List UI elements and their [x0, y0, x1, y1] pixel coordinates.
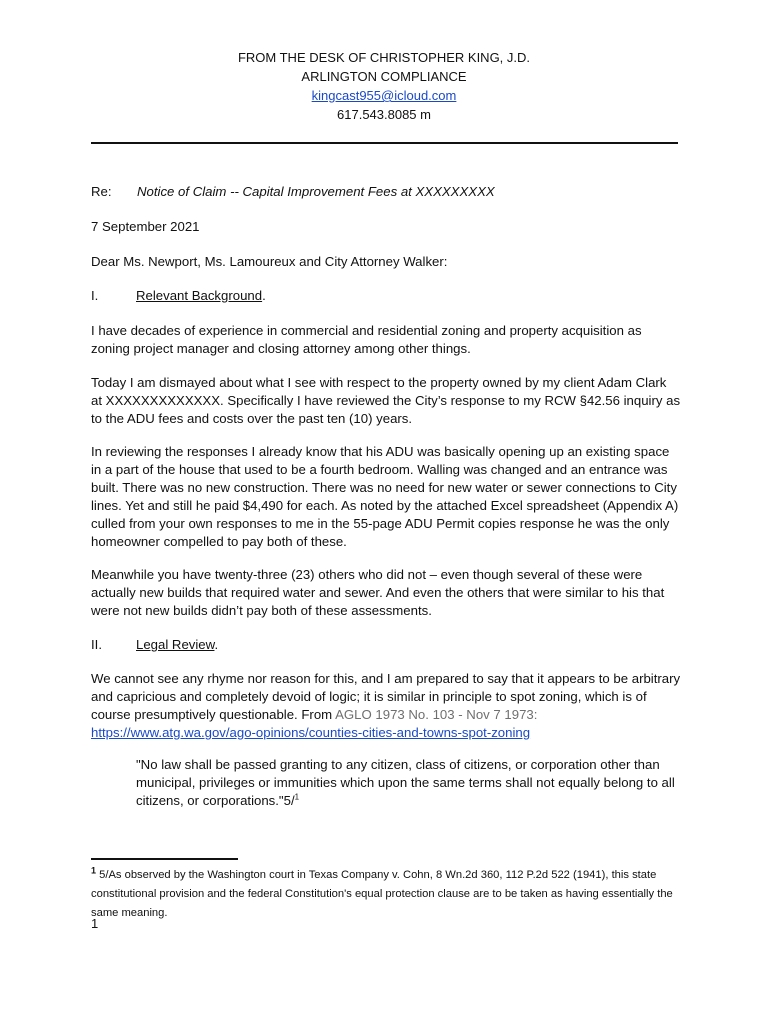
- paragraph-text: We cannot see any rhyme nor reason for this, and I am prepared to say that it appears to be arbitrary and capricious and completely devoid of logic; it is similar in principle to spot zoning, which is of course presumptively questionable. From: [91, 671, 681, 722]
- paragraph-others: Meanwhile you have twenty-three (23) others who did not – even though several of these were actually new builds that required water and sewer. And even the others that were similar to his that were not new builds didn’t pay both of these assessments.: [91, 567, 665, 618]
- section-number: I.: [91, 288, 99, 303]
- footnote: [91, 866, 681, 923]
- paragraph-legal-review: [91, 670, 681, 742]
- block-quote: [136, 756, 676, 810]
- paragraph-property: Today I am dismayed about what I see with respect to the property owned by my client Adam Clark at XXXXXXXXXXXXX. Specifically I have reviewed the City’s response to my RCW §42.56 inquiry as to the ADU fees and costs over the past ten (10) years.: [91, 375, 681, 426]
- footnote-reference[interactable]: 1: [294, 792, 300, 802]
- footnote-text: 5/As observed by the Washington court in Texas Company v. Cohn, 8 Wn.2d 360, 112 P.2d 522 (1941), this state constitutional provision and the federal Constitution's equal protection clause are to be taken as having essentially the same meaning.: [91, 869, 673, 919]
- email-link[interactable]: kingcast955@icloud.com: [311, 88, 457, 103]
- footnote-marker: 1: [91, 865, 97, 876]
- letterhead-company: ARLINGTON COMPLIANCE: [301, 69, 467, 84]
- re-label: Re:: [91, 184, 112, 199]
- page-number: 1: [91, 916, 99, 931]
- footnote-divider: [91, 858, 238, 860]
- paragraph-adu-review: In reviewing the responses I already know that his ADU was basically opening up an existing space in a part of the house that used to be a fourth bedroom. Walling was changed and an entrance was built. There was no new construction. There was no need for new water or sewer connections to City lines. Yet and still he paid $4,490 for each. As noted by the attached Excel spreadsheet (Appendix A) culled from your own responses to me in the 55-page ADU Permit copies response he was the only homeowner compelled to pay both of these.: [91, 444, 679, 549]
- section-heading-legal: II. Legal Review.: [91, 637, 219, 652]
- paragraph-experience: I have decades of experience in commercial and residential zoning and property acquisition as zoning project manager and closing attorney among other things.: [91, 323, 642, 356]
- letterhead-phone: 617.543.8085 m: [337, 107, 431, 122]
- re-subject: Notice of Claim -- Capital Improvement Fees at XXXXXXXXX: [137, 184, 495, 199]
- header-divider: [91, 142, 678, 144]
- letterhead-name: FROM THE DESK OF CHRISTOPHER KING, J.D.: [237, 50, 531, 65]
- ag-opinion-link[interactable]: https://www.atg.wa.gov/ago-opinions/counties-cities-and-towns-spot-zoning: [91, 725, 531, 740]
- citation-text: AGLO 1973 No. 103 - Nov 7 1973:: [335, 707, 538, 722]
- letterhead: [0, 48, 768, 124]
- quote-text: "No law shall be passed granting to any citizen, class of citizens, or corporation other than municipal, privileges or immunities which upon the same terms shall not equally belong to all citizens, or corporations."5/: [136, 757, 675, 808]
- salutation: Dear Ms. Newport, Ms. Lamoureux and City Attorney Walker:: [91, 254, 448, 269]
- section-number: II.: [91, 637, 102, 652]
- section-heading-background: I. Relevant Background.: [91, 288, 266, 303]
- letter-date: 7 September 2021: [91, 219, 200, 234]
- section-title: Legal Review: [136, 637, 215, 652]
- section-title: Relevant Background: [136, 288, 263, 303]
